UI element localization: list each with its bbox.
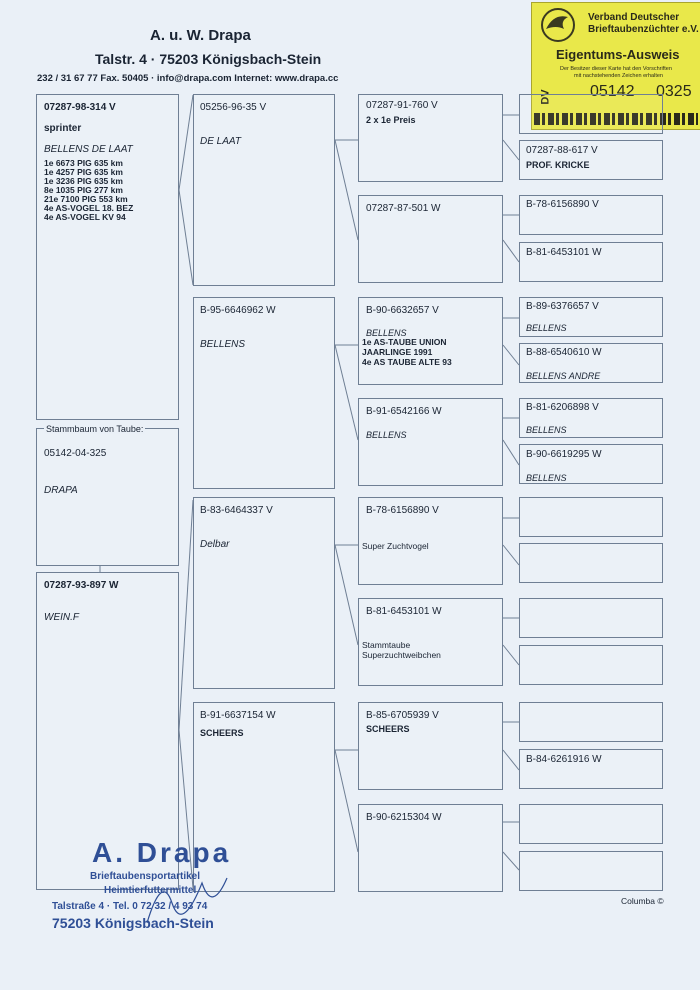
card-note: Der Besitzer dieser Karte hat den Vorschriften <box>560 66 672 72</box>
g3-ring: 07287-87-501 W <box>366 203 441 214</box>
g3-note: 1e AS-TAUBE UNION <box>362 337 447 347</box>
card-note2: mit nachstehenden Zeichen erhalten <box>574 73 663 79</box>
g4-box <box>519 94 663 134</box>
subject-label: Stammbaum von Taube: <box>46 424 144 434</box>
stamp-line2: Heimtierfuttermittel <box>104 885 197 896</box>
g4-ring: B-89-6376657 V <box>526 301 599 312</box>
g4-name: BELLENS <box>526 425 567 435</box>
g3-name: BELLENS <box>366 430 407 440</box>
g4-box <box>519 804 663 844</box>
card-code1: 05142 <box>590 83 635 100</box>
card-dv: DV <box>539 89 552 105</box>
g4-box <box>519 497 663 537</box>
stamp-line1: Brieftaubensportartikel <box>90 871 201 882</box>
g2-ring: B-83-6464337 V <box>200 505 273 516</box>
father-result: 4e AS-VOGEL 18. BEZ <box>44 203 134 213</box>
company-name: A. u. W. Drapa <box>150 27 251 44</box>
g3-ring: B-81-6453101 W <box>366 606 442 617</box>
father-result: 8e 1035 PIG 277 km <box>44 185 123 195</box>
card-org-line1: Verband Deutscher <box>588 12 680 23</box>
g3-ring: B-78-6156890 V <box>366 505 439 516</box>
g3-note: Super Zuchtvogel <box>362 541 429 551</box>
g2-name: Delbar <box>200 539 230 550</box>
g4-box <box>519 645 663 685</box>
g3-note: Superzuchtweibchen <box>362 650 441 660</box>
dealer-stamp <box>52 833 272 938</box>
g3-note: JAARLINGE 1991 <box>362 347 433 357</box>
g2-breeder: SCHEERS <box>200 728 244 738</box>
g3-ring: B-90-6215304 W <box>366 812 442 823</box>
mother-ring: 07287-93-897 W <box>44 580 119 591</box>
father-result: 21e 7100 PIG 553 km <box>44 194 128 204</box>
g4-box <box>519 851 663 891</box>
g4-ring: B-84-6261916 W <box>526 754 602 765</box>
g4-box <box>519 598 663 638</box>
g4-ring: B-81-6453101 W <box>526 247 602 258</box>
g2-ring: B-95-6646962 W <box>200 305 276 316</box>
g2-box <box>193 94 335 286</box>
g4-box <box>519 702 663 742</box>
g2-name: DE LAAT <box>200 136 241 147</box>
father-result: 1e 3236 PIG 635 km <box>44 176 123 186</box>
subject-ring: 05142-04-325 <box>44 448 107 459</box>
g2-ring: B-91-6637154 W <box>200 710 276 721</box>
stamp-line3: Talstraße 4 · Tel. 0 72 32 / 4 93 74 <box>52 901 208 912</box>
g3-breeder: SCHEERS <box>366 724 410 734</box>
stamp-line4: 75203 Königsbach-Stein <box>52 915 214 931</box>
g4-breeder: PROF. KRICKE <box>526 160 590 170</box>
g3-ring: B-85-6705939 V <box>366 710 439 721</box>
signature-scribble <box>52 833 272 938</box>
father-breeder: BELLENS DE LAAT <box>44 144 133 155</box>
g3-note: Stammtaube <box>362 640 411 650</box>
father-result: 1e 6673 PIG 635 km <box>44 158 123 168</box>
g4-ring: B-81-6206898 V <box>526 402 599 413</box>
father-result: 4e AS-VOGEL KV 94 <box>44 212 126 222</box>
g4-name: BELLENS <box>526 323 567 333</box>
g4-box <box>519 543 663 583</box>
card-title: Eigentums-Ausweis <box>556 47 680 62</box>
father-result: 1e 4257 PIG 635 km <box>44 167 123 177</box>
stamp-logo: A. Drapa <box>92 837 232 868</box>
g3-note: 2 x 1e Preis <box>366 115 416 125</box>
g3-ring: B-91-6542166 W <box>366 406 442 417</box>
g4-ring: B-78-6156890 V <box>526 199 599 210</box>
g3-ring: 07287-91-760 V <box>366 100 438 111</box>
card-org-line2: Brieftaubenzüchter e.V. <box>588 24 699 35</box>
g3-ring: B-90-6632657 V <box>366 305 439 316</box>
company-address: Talstr. 4 · 75203 Königsbach-Stein <box>95 51 322 67</box>
father-box <box>36 94 179 420</box>
subject-owner: DRAPA <box>44 485 78 496</box>
g4-ring: B-90-6619295 W <box>526 449 602 460</box>
g2-box <box>193 297 335 489</box>
g4-ring: B-88-6540610 W <box>526 347 602 358</box>
g4-name: BELLENS ANDRE <box>526 371 601 381</box>
g4-ring: 07287-88-617 V <box>526 145 598 156</box>
g3-note: 4e AS TAUBE ALTE 93 <box>362 357 452 367</box>
g2-box <box>193 497 335 689</box>
software-credit: Columba © <box>621 896 664 906</box>
g4-name: BELLENS <box>526 473 567 483</box>
card-code2: 0325 <box>656 83 692 100</box>
g2-name: BELLENS <box>200 339 246 350</box>
mother-name: WEIN.F <box>44 612 79 623</box>
company-contact: 232 / 31 67 77 Fax. 50405 · info@drapa.com Internet: www.drapa.cc <box>37 73 339 84</box>
g3-name: BELLENS <box>366 328 407 338</box>
father-ring: 07287-98-314 V <box>44 102 116 113</box>
g2-ring: 05256-96-35 V <box>200 102 267 113</box>
father-name: sprinter <box>44 123 82 134</box>
